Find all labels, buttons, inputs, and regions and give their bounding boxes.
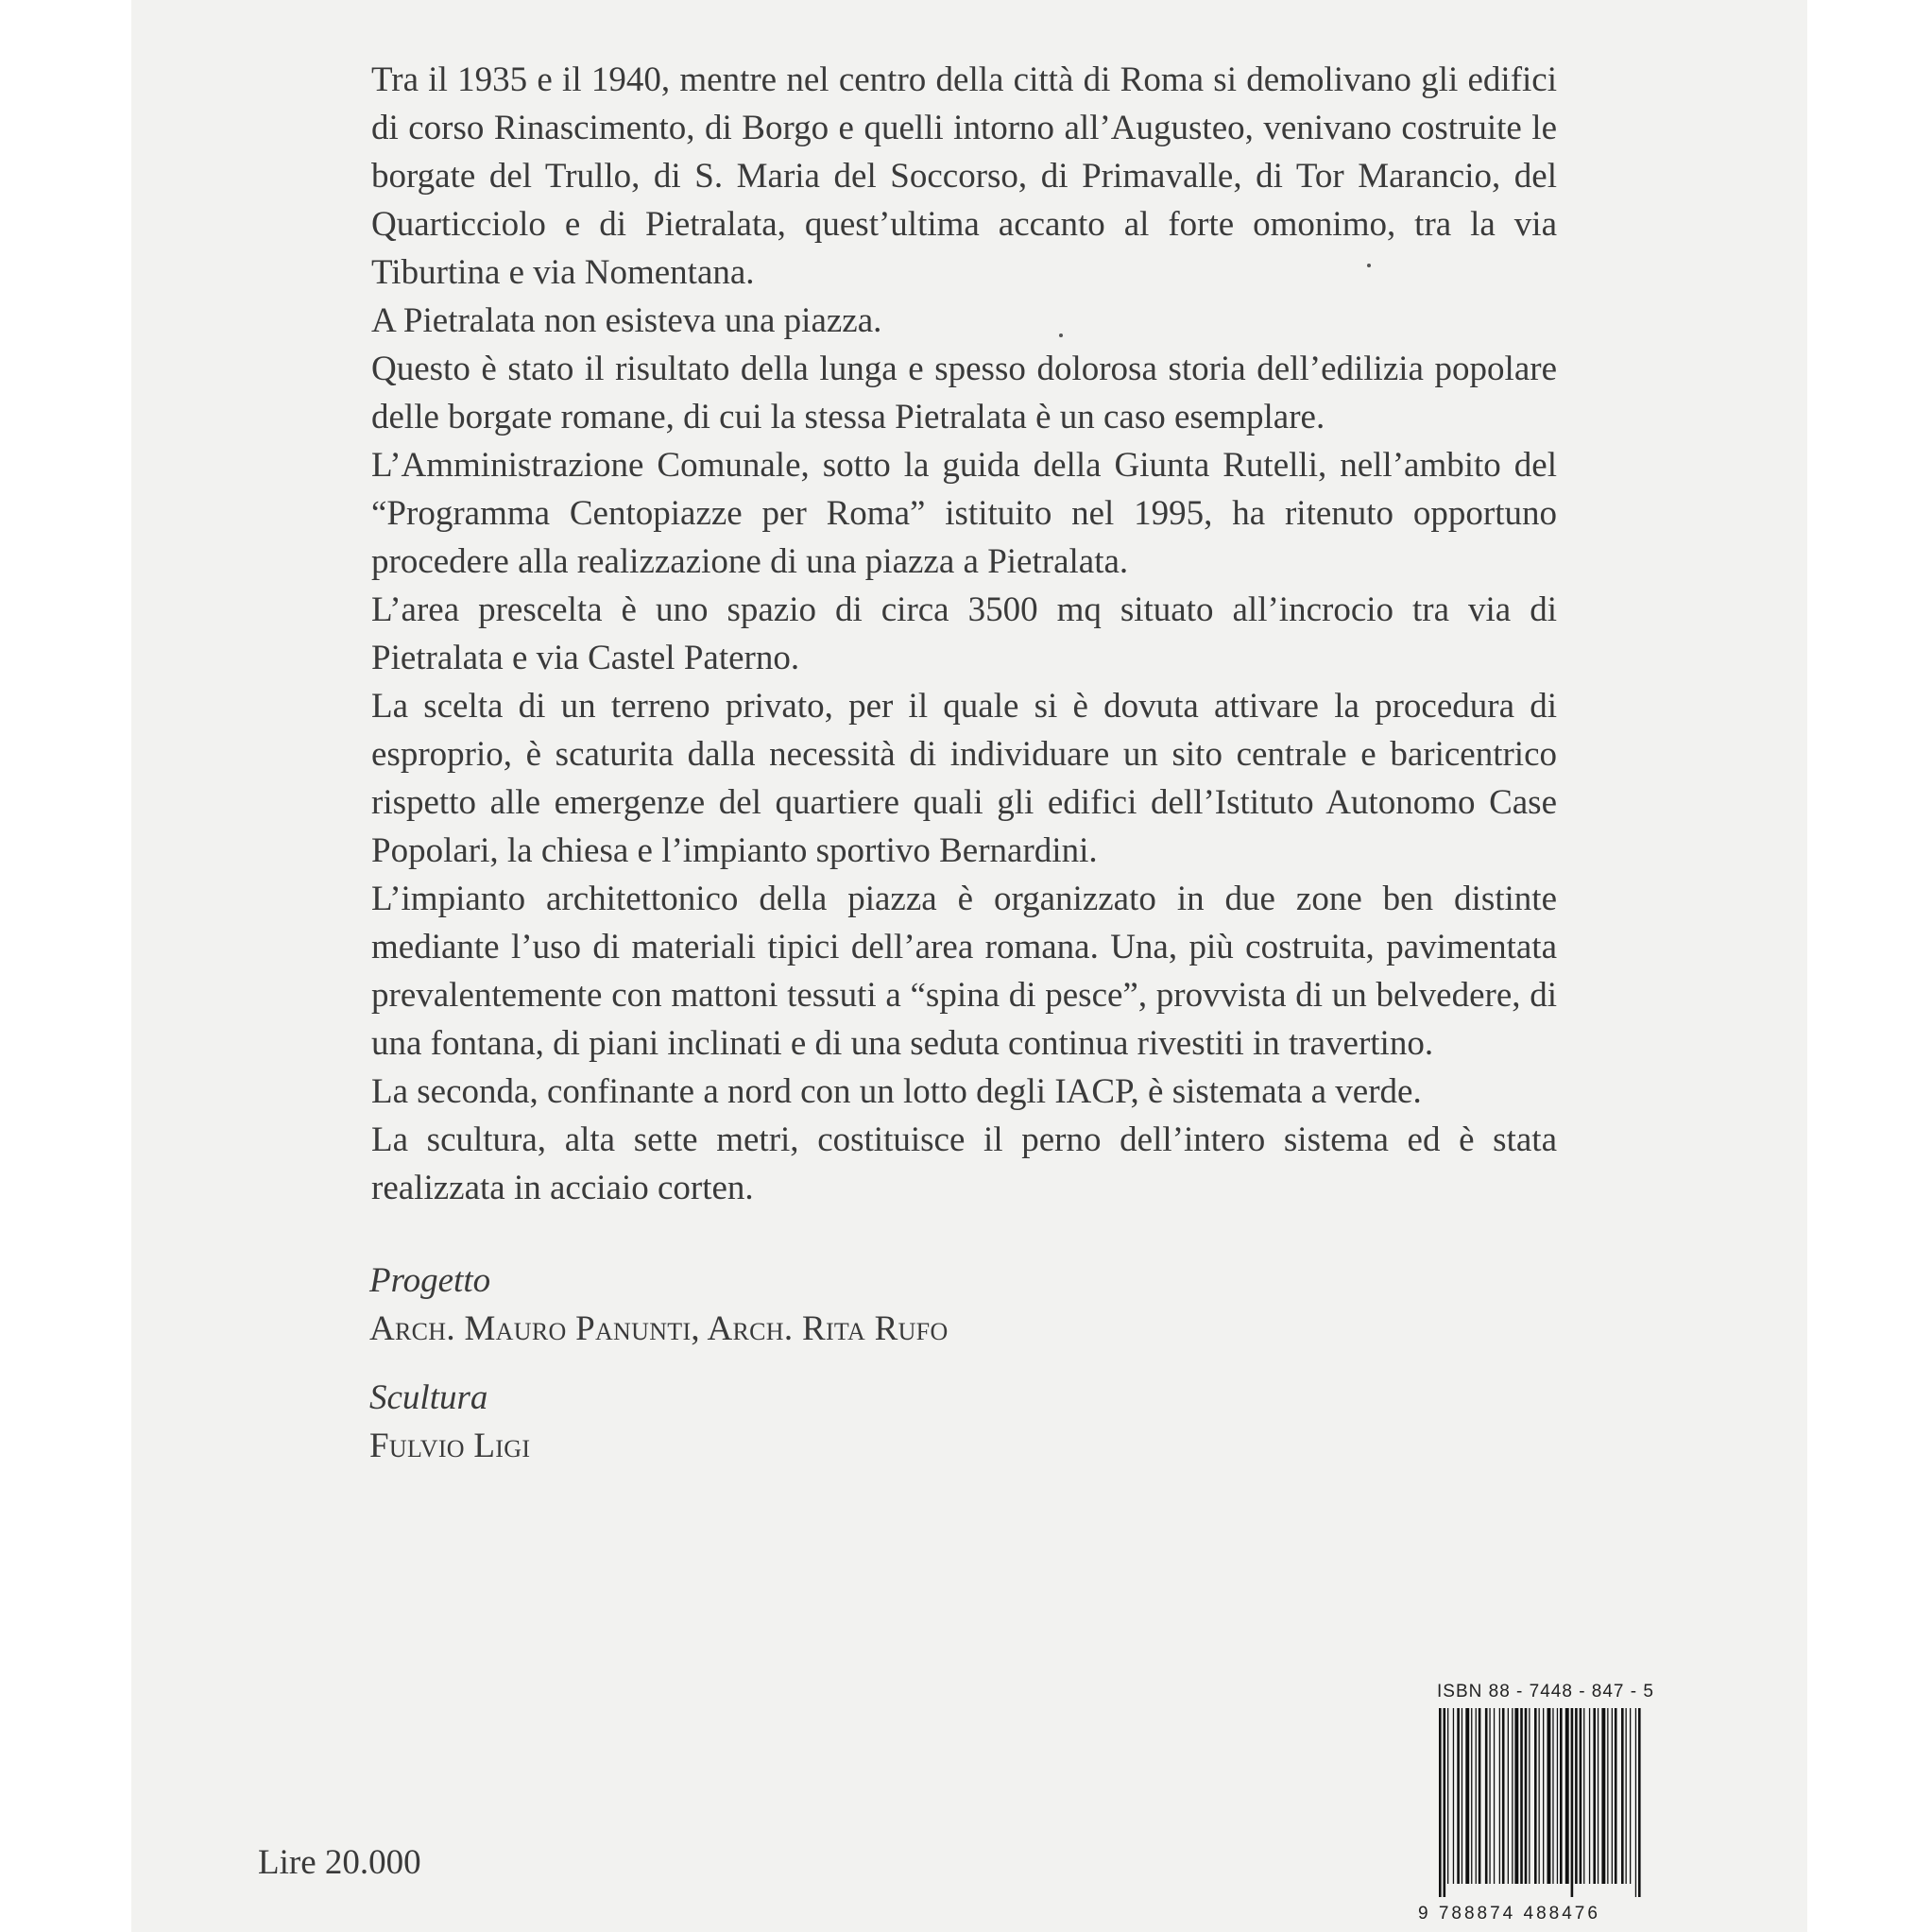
- credits: [369, 1257, 949, 1491]
- synopsis-text: [371, 56, 1557, 1212]
- sculpture-credit: [369, 1374, 949, 1470]
- isbn-label: ISBN 88 - 7448 - 847 - 5: [1437, 1682, 1654, 1701]
- barcode-icon: [1437, 1708, 1645, 1897]
- paragraph-6: La scelta di un terreno privato, per il quale si è dovuta attivare la procedura di esproprio, è scaturita dalla necessità di individuare un sito centrale e baricentrico rispetto alle emergenze del quartiere quali gli edifici dell’Istituto Autonomo Case Popolari, la chiesa e l’impianto sportivo Bernardini.: [371, 687, 1557, 870]
- paragraph-3: Questo è stato il risultato della lunga e spesso dolorosa storia dell’edilizia popolare delle borgate romane, di cui la stessa Pietralata è un caso esemplare.: [371, 350, 1557, 436]
- project-role: Progetto: [369, 1261, 491, 1300]
- price-label: Lire 20.000: [258, 1843, 421, 1882]
- print-speck: [1367, 264, 1371, 267]
- paragraph-5: L’area prescelta è uno spazio di circa 3500 mq situato all’incrocio tra via di Pietralata e via Castel Paterno.: [371, 590, 1557, 677]
- print-speck: [1059, 333, 1063, 337]
- sculpture-role: Scultura: [369, 1378, 488, 1417]
- paragraph-9: La scultura, alta sette metri, costituisce il perno dell’intero sistema ed è stata realizzata in acciaio corten.: [371, 1120, 1557, 1207]
- project-names: Arch. Mauro Panunti, Arch. Rita Rufo: [369, 1309, 949, 1348]
- paragraph-8: La seconda, confinante a nord con un lotto degli IACP, è sistemata a verde.: [371, 1072, 1422, 1111]
- paragraph-7: L’impianto architettonico della piazza è organizzato in due zone ben distinte mediante l’uso di materiali tipici dell’area romana. Una, più costruita, pavimentata prevalentemente con mattoni tessuti a “spina di pesce”, provvista di un belvedere, di una fontana, di piani inclinati e di una seduta continua rivestiti in travertino.: [371, 880, 1557, 1063]
- barcode-digits: 9 788874 488476: [1418, 1904, 1600, 1923]
- isbn-barcode-block: [1418, 1682, 1654, 1924]
- paragraph-4: L’Amministrazione Comunale, sotto la guida della Giunta Rutelli, nell’ambito del “Programma Centopiazze per Roma” istituito nel 1995, ha ritenuto opportuno procedere alla realizzazione di una piazza a Pietralata.: [371, 446, 1557, 581]
- sculpture-names: Fulvio Ligi: [369, 1427, 531, 1465]
- paragraph-2: A Pietralata non esisteva una piazza.: [371, 301, 882, 340]
- project-credit: [369, 1257, 949, 1353]
- paragraph-1: Tra il 1935 e il 1940, mentre nel centro della città di Roma si demolivano gli edifici di corso Rinascimento, di Borgo e quelli intorno all’Augusteo, venivano costruite le borgate del Trullo, di S. Maria del Soccorso, di Primavalle, di Tor Marancio, del Quarticciolo e di Pietralata, quest’ultima accanto al forte omonimo, tra la via Tiburtina e via Nomentana.: [371, 60, 1557, 292]
